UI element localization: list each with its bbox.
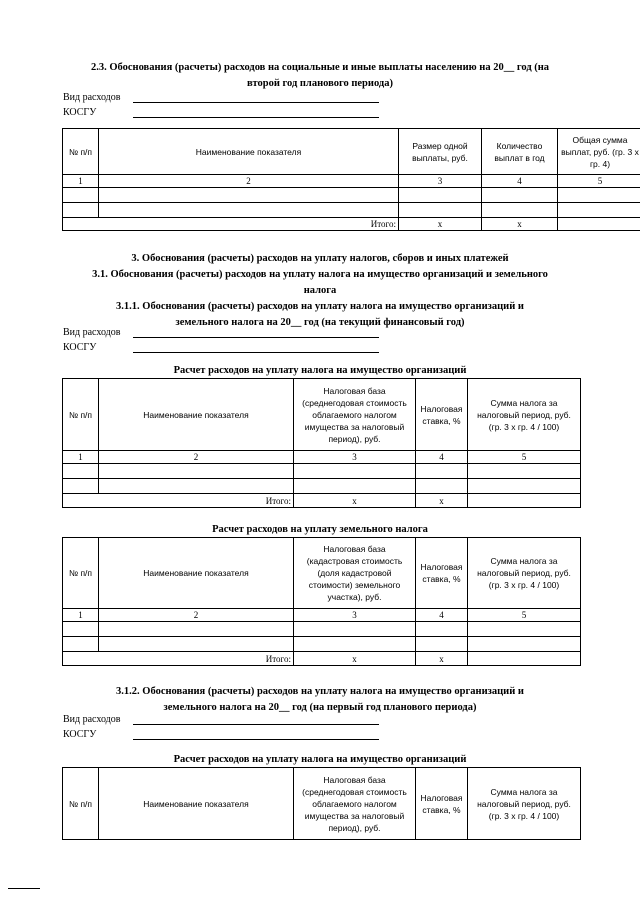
heading-line: второй год планового периода) (247, 78, 393, 89)
table-cell[interactable] (468, 494, 581, 508)
header-base: Налоговая база (среднегодовая стоимость облагаемого налогом имущества за налоговый период), руб. (294, 379, 416, 451)
field-vid-raskhodov (63, 713, 383, 727)
header-rate: Налоговая ставка, % (416, 768, 468, 840)
header-num: № п/п (63, 538, 99, 609)
table-row (63, 622, 581, 637)
total-row (63, 218, 640, 231)
field-label: Вид расходов (63, 92, 121, 103)
header-rate: Налоговая ставка, % (416, 379, 468, 451)
field-label: КОСГУ (63, 729, 97, 740)
table-cell[interactable] (63, 464, 99, 479)
table-cell[interactable] (294, 622, 416, 637)
table-cell[interactable] (468, 652, 581, 666)
header-name: Наименование показателя (99, 129, 399, 175)
property-tax-table (62, 378, 581, 508)
header-base: Налоговая база (среднегодовая стоимость облагаемого налогом имущества за налоговый период), руб. (294, 768, 416, 840)
header-size: Размер одной выплаты, руб. (399, 129, 482, 175)
table-cell[interactable] (99, 464, 294, 479)
heading-line: 3.1.1. Обоснования (расчеты) расходов на уплату налога на имущество организаций и (116, 301, 524, 312)
header-num: № п/п (63, 379, 99, 451)
header-num: № п/п (63, 768, 99, 840)
table-cell[interactable] (63, 479, 99, 494)
col-number: 1 (63, 175, 99, 188)
table-cell[interactable] (399, 203, 482, 218)
property-tax-table-next (62, 767, 581, 840)
table-cell[interactable] (468, 479, 581, 494)
field-fill-line[interactable] (133, 352, 379, 353)
header-sum: Сумма налога за налоговый период, руб. (гр. 3 x гр. 4 / 100) (468, 379, 581, 451)
table-cell[interactable] (63, 188, 99, 203)
table-cell[interactable] (482, 188, 558, 203)
total-x: x (399, 218, 482, 231)
table-cell[interactable] (63, 622, 99, 637)
table-caption: Расчет расходов на уплату земельного налога (212, 524, 428, 535)
field-vid-raskhodov (63, 91, 383, 105)
col-number: 4 (482, 175, 558, 188)
table-header-row (63, 768, 581, 840)
header-num: № п/п (63, 129, 99, 175)
table-cell[interactable] (294, 637, 416, 652)
table-caption: Расчет расходов на уплату налога на имущество организаций (173, 754, 467, 765)
table-cell[interactable] (99, 203, 399, 218)
section-3-heading (40, 251, 600, 331)
total-label: Итого: (63, 652, 294, 666)
header-total: Общая сумма выплат, руб. (гр. 3 x гр. 4) (558, 129, 640, 175)
total-x: x (294, 494, 416, 508)
col-number: 5 (468, 451, 581, 464)
table-cell[interactable] (558, 203, 640, 218)
table-cell[interactable] (558, 188, 640, 203)
column-number-row (63, 609, 581, 622)
header-sum: Сумма налога за налоговый период, руб. (гр. 3 x гр. 4 / 100) (468, 768, 581, 840)
table-cell[interactable] (416, 479, 468, 494)
table-header-row (63, 538, 581, 609)
total-x: x (482, 218, 558, 231)
column-number-row (63, 451, 581, 464)
total-x: x (416, 652, 468, 666)
header-count: Количество выплат в год (482, 129, 558, 175)
heading-line: 3. Обоснования (расчеты) расходов на уплату налогов, сборов и иных платежей (131, 253, 509, 264)
social-payments-table (62, 128, 640, 231)
total-label: Итого: (63, 494, 294, 508)
header-name: Наименование показателя (99, 379, 294, 451)
land-tax-table (62, 537, 581, 666)
heading-line: земельного налога на 20__ год (на текущий финансовый год) (175, 317, 465, 328)
table-cell[interactable] (63, 637, 99, 652)
total-row (63, 494, 581, 508)
table-cell[interactable] (468, 637, 581, 652)
table-cell[interactable] (63, 203, 99, 218)
table-cell[interactable] (99, 622, 294, 637)
table-row (63, 637, 581, 652)
header-base: Налоговая база (кадастровая стоимость (доля кадастровой стоимости) земельного участка), руб. (294, 538, 416, 609)
col-number: 3 (294, 609, 416, 622)
table-row (63, 203, 640, 218)
table-cell[interactable] (399, 188, 482, 203)
heading-line: 2.3. Обоснования (расчеты) расходов на социальные и иные выплаты населению на 20__ год (на (90, 62, 550, 73)
heading-line: налога (303, 285, 337, 296)
heading-line: 3.1.2. Обоснования (расчеты) расходов на уплату налога на имущество организаций и (116, 686, 524, 697)
table-cell[interactable] (482, 203, 558, 218)
table-row (63, 479, 581, 494)
field-label: Вид расходов (63, 714, 121, 725)
col-number: 4 (416, 451, 468, 464)
table-header-row (63, 379, 581, 451)
table-cell[interactable] (416, 622, 468, 637)
table-cell[interactable] (99, 188, 399, 203)
field-kosgu (63, 341, 383, 355)
field-vid-raskhodov (63, 326, 383, 340)
section-2-3-heading (40, 60, 600, 92)
col-number: 2 (99, 451, 294, 464)
col-number: 2 (99, 609, 294, 622)
field-label: Вид расходов (63, 327, 121, 338)
col-number: 3 (294, 451, 416, 464)
table-cell[interactable] (558, 218, 640, 231)
field-fill-line[interactable] (133, 724, 379, 725)
field-label: КОСГУ (63, 107, 97, 118)
header-rate: Налоговая ставка, % (416, 538, 468, 609)
col-number: 2 (99, 175, 399, 188)
table-cell[interactable] (468, 622, 581, 637)
col-number: 5 (558, 175, 640, 188)
section-3-1-2-heading (40, 684, 600, 716)
total-label: Итого: (63, 218, 399, 231)
heading-line: земельного налога на 20__ год (на первый год планового периода) (163, 702, 477, 713)
footnote-separator (8, 888, 40, 889)
table-caption: Расчет расходов на уплату налога на имущество организаций (173, 365, 467, 376)
col-number: 1 (63, 451, 99, 464)
col-number: 1 (63, 609, 99, 622)
table-cell[interactable] (99, 637, 294, 652)
total-x: x (294, 652, 416, 666)
table-row (63, 188, 640, 203)
col-number: 4 (416, 609, 468, 622)
table-cell[interactable] (468, 464, 581, 479)
table-cell[interactable] (294, 479, 416, 494)
field-fill-line[interactable] (133, 117, 379, 118)
header-name: Наименование показателя (99, 538, 294, 609)
total-row (63, 652, 581, 666)
col-number: 5 (468, 609, 581, 622)
field-kosgu (63, 728, 383, 742)
table-row (63, 464, 581, 479)
table-cell[interactable] (416, 464, 468, 479)
table-header-row (63, 129, 640, 175)
table-cell[interactable] (294, 464, 416, 479)
heading-line: 3.1. Обоснования (расчеты) расходов на уплату налога на имущество организаций и земельного (92, 269, 548, 280)
total-x: x (416, 494, 468, 508)
field-kosgu (63, 106, 383, 120)
col-number: 3 (399, 175, 482, 188)
field-label: КОСГУ (63, 342, 97, 353)
header-sum: Сумма налога за налоговый период, руб. (гр. 3 x гр. 4 / 100) (468, 538, 581, 609)
field-fill-line[interactable] (133, 739, 379, 740)
header-name: Наименование показателя (99, 768, 294, 840)
column-number-row (63, 175, 640, 188)
field-fill-line[interactable] (133, 102, 379, 103)
field-fill-line[interactable] (133, 337, 379, 338)
table-cell[interactable] (99, 479, 294, 494)
table-cell[interactable] (416, 637, 468, 652)
